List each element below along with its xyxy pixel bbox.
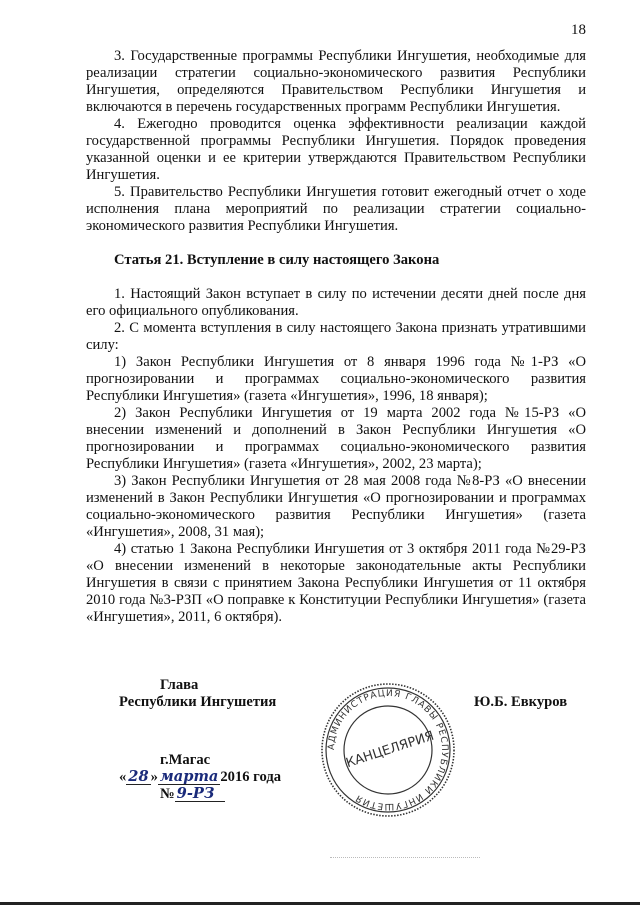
article-paragraph-1: 1. Настоящий Закон вступает в силу по истечении десяти дней после дня его официального опубликования. (86, 286, 586, 319)
date-day-handwritten: 28 (128, 768, 149, 785)
signatory-name: Ю.Б. Евкуров (474, 694, 568, 710)
paragraph-3: 3. Государственные программы Республики Ингушетия, необходимые для реализации стратегии социально-экономического развития Республики Ингушетия, определяются Правительством Республики Ингушетия и включаются в перечень государственных программ Республики Ингушетия. (86, 48, 586, 115)
law-number: № 9-РЗ (160, 786, 225, 803)
article-paragraph-2: 2. С момента вступления в силу настоящего Закона признать утратившими силу: (86, 320, 586, 353)
date-month-handwritten: марта (159, 768, 219, 785)
signatory-title-line1: Глава (160, 677, 199, 693)
signatory-title-line2: Республики Ингушетия (119, 694, 277, 710)
official-seal (318, 680, 458, 820)
law-number-handwritten: 9-РЗ (175, 787, 225, 802)
paragraph-5: 5. Правительство Республики Ингушетия готовит ежегодный отчет о ходе исполнения плана мероприятий по реализации стратегии социально-экономического развития Республики Ингушетия. (86, 184, 586, 234)
repealed-item-1: 1) Закон Республики Ингушетия от 8 января 1996 года №1-РЗ «О прогнозировании и программах социально-экономического развития Республики Ингушетия» (газета «Ингушетия», 1996, 18 января); (86, 354, 586, 404)
signing-date: « 28 » марта 2016 года (119, 768, 281, 785)
page-number: 18 (571, 22, 586, 38)
svg-text:АДМИНИСТРАЦИЯ ГЛАВЫ РЕСПУБЛИКИ: АДМИНИСТРАЦИЯ ГЛАВЫ РЕСПУБЛИКИ ИНГУШЕТИЯ (326, 688, 450, 812)
repealed-item-4: 4) статью 1 Закона Республики Ингушетия от 3 октября 2011 года №29-РЗ «О внесении изменений в некоторые законодательные акты Республики Ингушетия в связи с принятием Закона Республики Ингушетия от 11 октября 2010 года №3-РЗП «О поправке к Конституции Республики Ингушетия» (газета «Ингушетия», 2011, 6 октября). (86, 541, 586, 625)
place-of-signing: г.Магас (160, 752, 211, 768)
divider (330, 857, 480, 858)
repealed-item-3: 3) Закон Республики Ингушетия от 28 мая 2008 года №8-РЗ «О внесении изменений в Закон Республики Ингушетия «О прогнозировании и программах социально-экономического развития Республики Ингушетия» (газета «Ингушетия», 2008, 31 мая); (86, 473, 586, 540)
seal-center-text: КАНЦЕЛЯРИЯ (344, 728, 436, 772)
paragraph-4: 4. Ежегодно проводится оценка эффективности реализации каждой государственной программы Республики Ингушетия. Порядок проведения указанной оценки и ее критерии утверждаются Правительством Республики Ингушетия. (86, 116, 586, 183)
article-title: Статья 21. Вступление в силу настоящего Закона (114, 252, 440, 268)
repealed-item-2: 2) Закон Республики Ингушетия от 19 марта 2002 года №15-РЗ «О внесении изменений и дополнений в Закон Республики Ингушетия «О прогнозировании и программах социально-экономического развития Республики Ингушетия» (газета «Ингушетия», 2002, 23 марта); (86, 405, 586, 472)
document-body (86, 48, 586, 626)
